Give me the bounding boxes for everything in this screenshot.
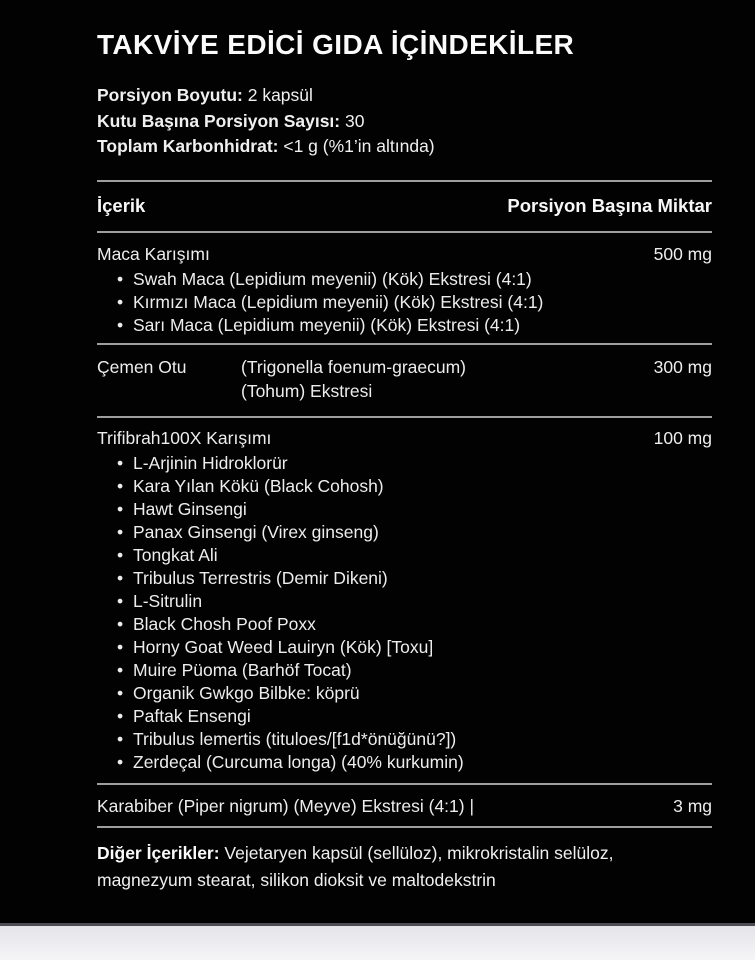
- sub-ingredient-item: • Kırmızı Maca (Lepidium meyenii) (Kök) Ekstresi (4:1): [97, 291, 712, 314]
- sub-ingredient-item: • Horny Goat Weed Lauiryn (Kök) [Toxu]: [97, 636, 712, 659]
- ingredient-detail-line2: (Tohum) Ekstresi: [241, 380, 373, 401]
- ingredient-row-karabiber: [97, 785, 712, 826]
- divider: [97, 826, 712, 828]
- serving-size-label: Porsiyon Boyutu:: [97, 85, 243, 105]
- ingredient-detail: [241, 355, 466, 403]
- ingredient-name-amount-line: [97, 426, 712, 450]
- ingredient-name: Maca Karışımı: [97, 243, 210, 264]
- sub-ingredient-item: • Hawt Ginsengi: [97, 498, 712, 521]
- ingredient-name: Çemen Otu: [97, 356, 187, 377]
- ingredient-amount: 300 mg: [653, 356, 712, 377]
- total-carbs-value: <1 g (%1’in altında): [283, 136, 435, 156]
- other-ingredients-text: Vejetaryen kapsül (sellüloz), mikrokristalin selüloz, magnezyum stearat, silikon dioksit ve maltodekstrin: [97, 842, 614, 890]
- table-header-row: [97, 182, 712, 231]
- servings-per-box-value: 30: [345, 110, 365, 131]
- ingredient-detail-line1: (Trigonella foenum-graecum): [241, 356, 466, 377]
- page-title: TAKVİYE EDİCİ GIDA İÇİNDEKİLER: [97, 29, 575, 60]
- page-background-strip: [0, 923, 755, 960]
- sub-ingredient-item: • Paftak Ensengi: [97, 705, 712, 728]
- serving-size-line: [97, 83, 712, 109]
- column-header-ingredient: İçerik: [97, 194, 146, 216]
- sub-ingredient-item: • L-Arjinin Hidroklorür: [97, 452, 712, 475]
- total-carbs-label: Toplam Karbonhidrat:: [97, 136, 279, 156]
- ingredient-name-detail-grid: [97, 355, 466, 403]
- ingredient-row-cemen-otu: [97, 345, 712, 416]
- sub-ingredient-item: • Tribulus lemertis (tituloes/[f1d*önüğünü?]): [97, 728, 712, 751]
- servings-per-box-label: Kutu Başına Porsiyon Sayısı:: [97, 110, 341, 131]
- sub-ingredient-item: • Swah Maca (Lepidium meyenii) (Kök) Ekstresi (4:1): [97, 268, 712, 291]
- sub-ingredient-item: • Sarı Maca (Lepidium meyenii) (Kök) Ekstresi (4:1): [97, 314, 712, 337]
- sub-ingredient-item: • Zerdeçal (Curcuma longa) (40% kurkumin): [97, 751, 712, 774]
- column-header-amount: Porsiyon Başına Miktar: [507, 194, 712, 216]
- ingredient-row-maca: [97, 233, 712, 343]
- serving-size-value: 2 kapsül: [247, 85, 313, 105]
- other-ingredients-block: [97, 840, 712, 894]
- ingredient-amount: 100 mg: [653, 427, 712, 448]
- sub-ingredient-item: • Kara Yılan Kökü (Black Cohosh): [97, 475, 712, 498]
- ingredient-name-amount-line: [97, 794, 712, 818]
- ingredient-amount: 500 mg: [653, 243, 712, 264]
- sub-ingredient-item: • Black Chosh Poof Poxx: [97, 613, 712, 636]
- serving-info-block: [97, 83, 712, 160]
- sub-ingredient-item: • Tongkat Ali: [97, 544, 712, 567]
- sub-ingredient-item: • Tribulus Terrestris (Demir Dikeni): [97, 567, 712, 590]
- sub-ingredient-list: [97, 268, 712, 337]
- ingredient-row-trifibrah: [97, 418, 712, 783]
- ingredient-amount: 3 mg: [673, 795, 712, 816]
- ingredient-name: Trifibrah100X Karışımı: [97, 427, 272, 448]
- ingredient-name: Karabiber (Piper nigrum) (Meyve) Ekstresi (4:1) |: [97, 795, 475, 816]
- servings-per-box-line: [97, 109, 712, 135]
- sub-ingredient-item: • Muire Püoma (Barhöf Tocat): [97, 659, 712, 682]
- ingredient-name-amount-line: [97, 355, 712, 403]
- sub-ingredient-item: • L-Sitrulin: [97, 590, 712, 613]
- sub-ingredient-list: [97, 452, 712, 774]
- sub-ingredient-item: • Panax Ginsengi (Virex ginseng): [97, 521, 712, 544]
- other-ingredients-label: Diğer İçerikler:: [97, 842, 220, 863]
- sub-ingredient-item: • Organik Gwkgo Bilbke: köprü: [97, 682, 712, 705]
- total-carbs-line: [97, 134, 712, 160]
- ingredient-name-amount-line: [97, 242, 712, 266]
